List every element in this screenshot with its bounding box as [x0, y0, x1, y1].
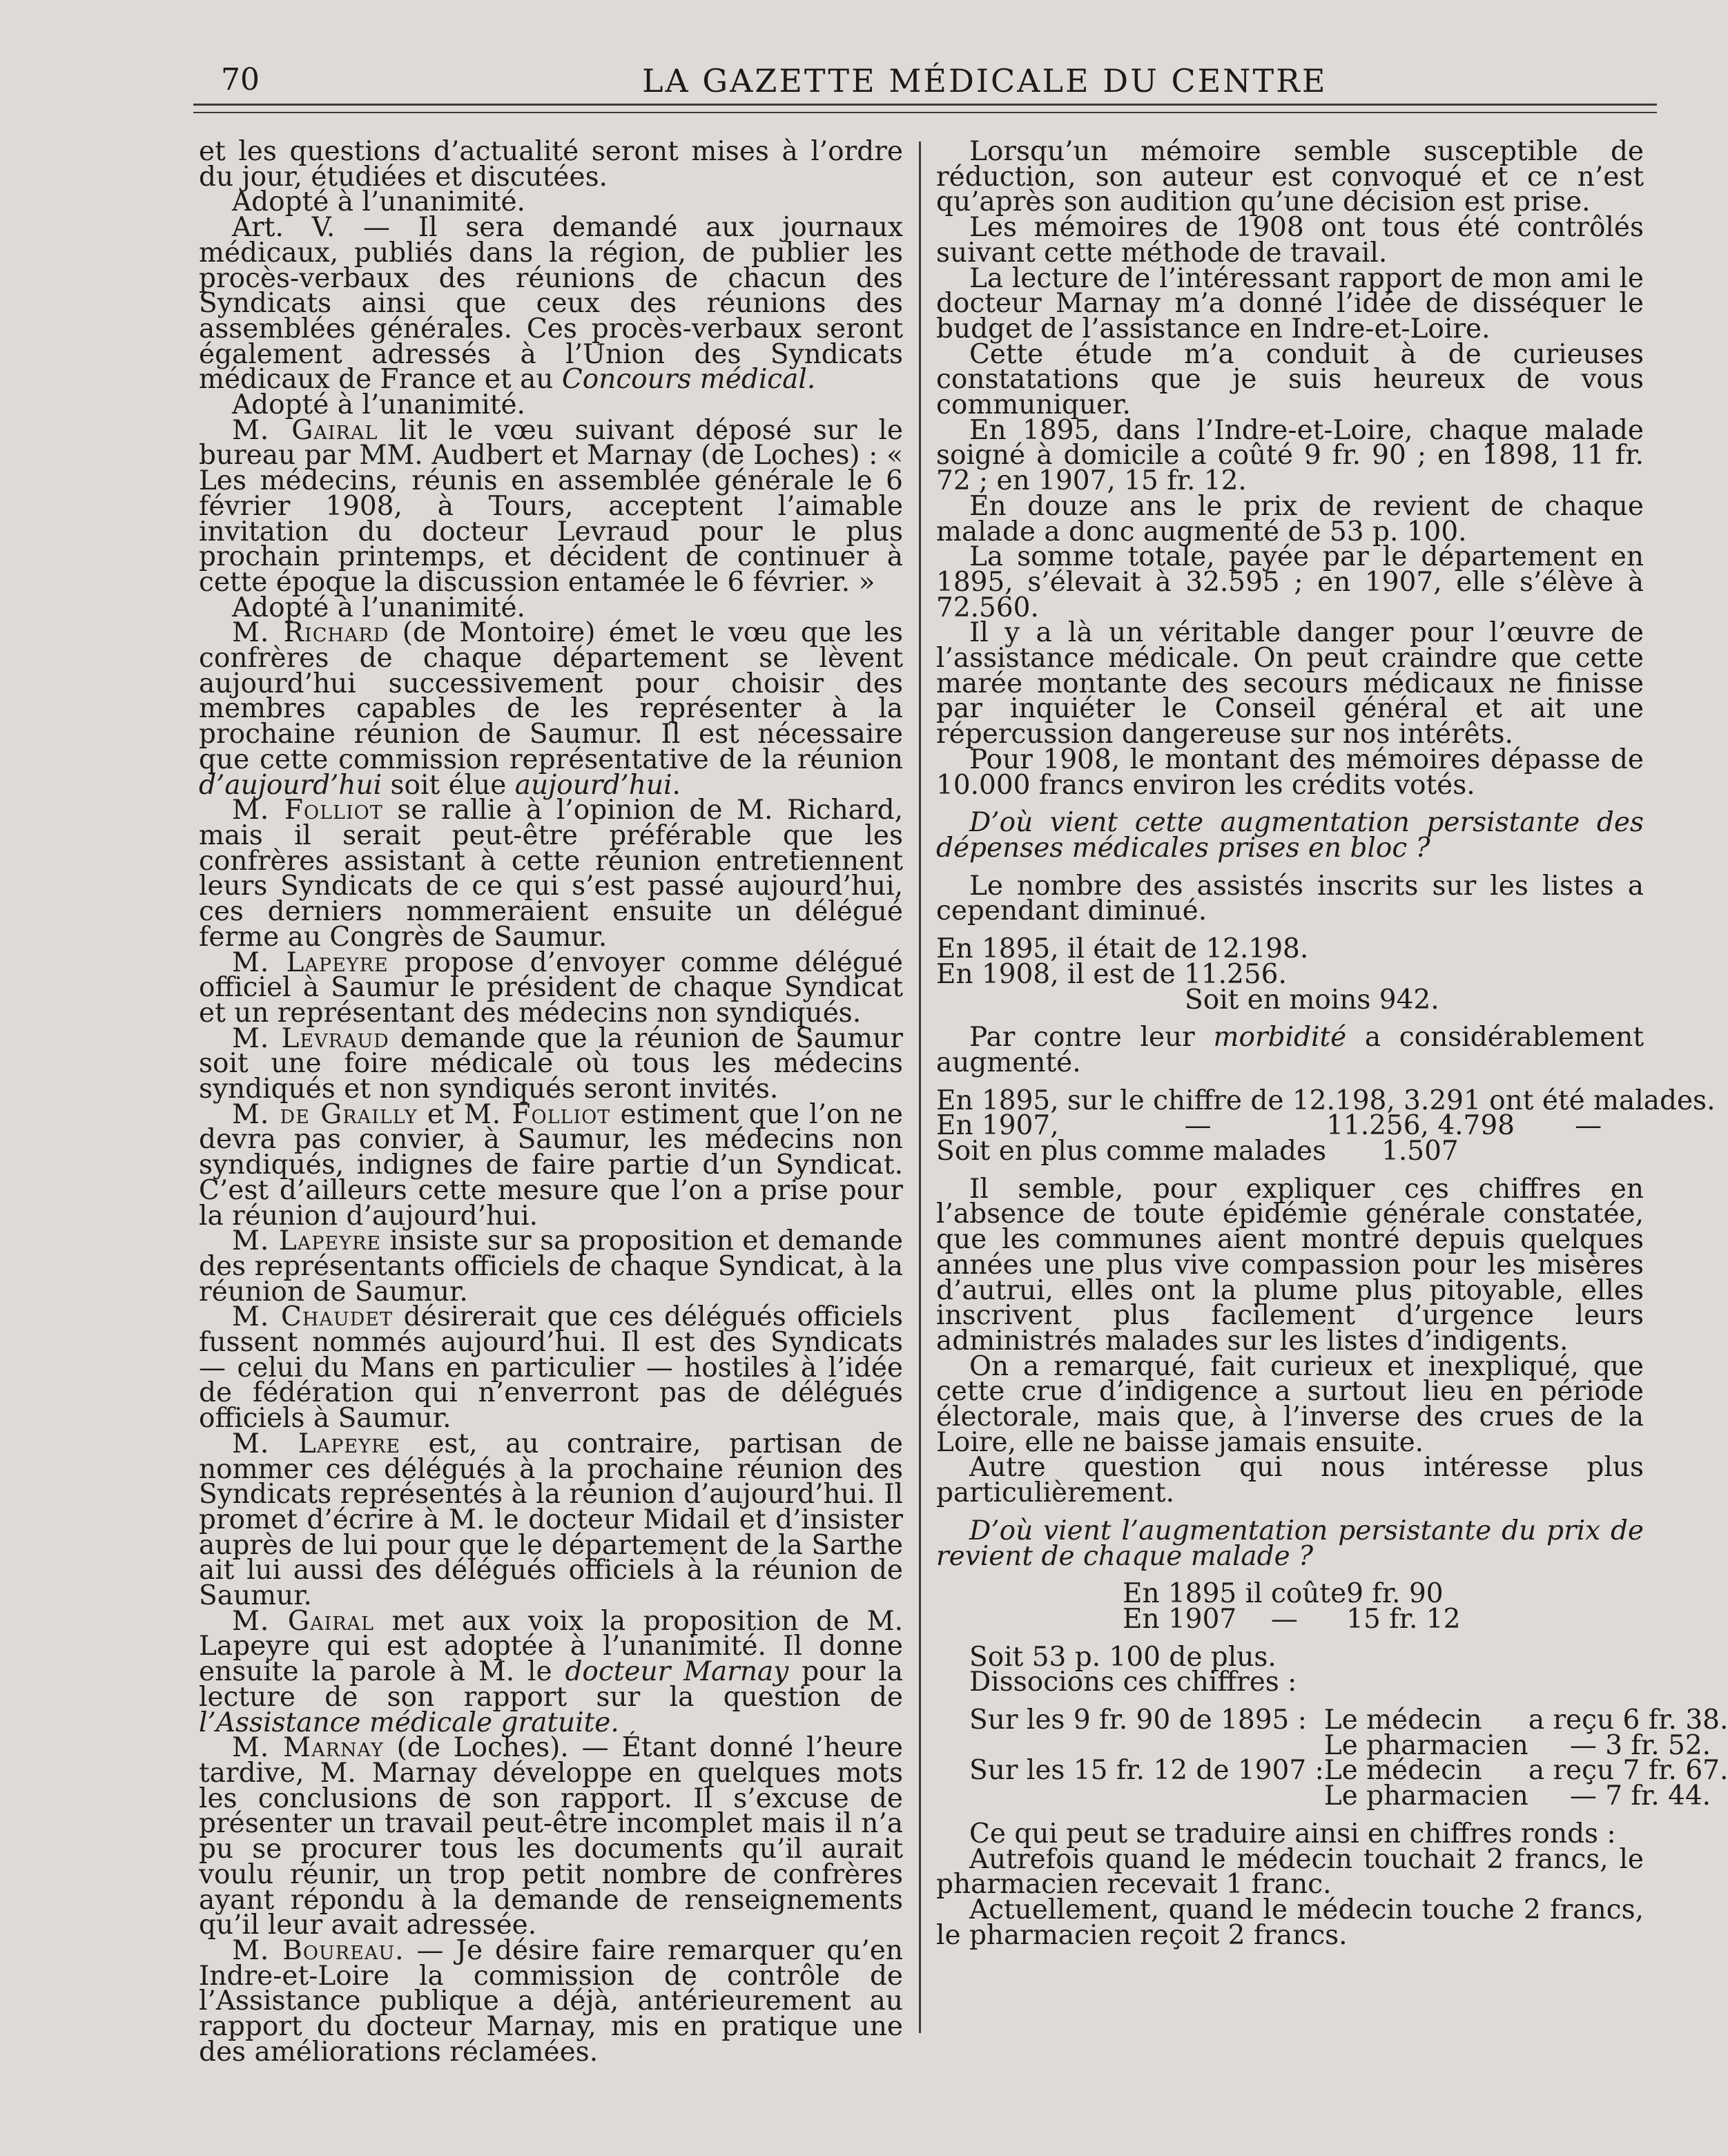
paragraph: En 1895, dans l’Indre-et-Loire, chaque malade soigné à domicile a coûté 9 fr. 90 ; en 1898, 11 fr. 72 ; en 1907, 15 fr. 12.	[936, 414, 1644, 497]
speaker-name: M. Richard	[232, 617, 389, 649]
paragraph: Le nombre des assistés inscrits sur les listes a cependant diminué.	[936, 870, 1644, 927]
text-run: a considérablement augmenté.	[936, 1022, 1644, 1078]
table-cell: Sur les 9 fr. 90 de 1895 :	[969, 1705, 1307, 1736]
paragraph	[199, 946, 903, 1029]
paragraph: Adopté à l’unanimité.	[232, 592, 525, 623]
cost-table	[1123, 1578, 1461, 1635]
text-run: demande que la réunion de Saumur soit une foire médicale où tous les médecins syndiqués et non syndiqués seront invités.	[199, 1022, 903, 1105]
text-run: (de Montoire) émet le vœu que les confrères de chaque département se lèvent aujourd’hui successivement pour choisir des membres capables de les représenter à la prochaine réunion de Saumur. Il est nécessaire que cette commission représentative de la réunion	[199, 617, 903, 775]
left-column	[199, 136, 904, 2068]
morbidity-table	[936, 1085, 1716, 1167]
text-run: propose d’envoyer comme délégué officiel à Saumur le président de chaque Syndicat et un représentant des médecins non syndiqués.	[199, 946, 903, 1029]
table-cell	[1123, 1603, 1346, 1635]
paragraph: La somme totale, payée par le département en 1895, s’élevait à 32.595 ; en 1907, elle s’élève à 72.560.	[936, 541, 1644, 623]
table-cell: 9 fr. 90	[1346, 1578, 1444, 1610]
paragraph	[199, 414, 903, 598]
paragraph: Adopté à l’unanimité.	[232, 186, 525, 218]
paragraph	[199, 1225, 903, 1308]
header-rule-thin	[193, 112, 1657, 113]
paragraph	[199, 1605, 903, 1738]
text-run: Par contre leur	[969, 1022, 1195, 1053]
paragraph	[199, 617, 903, 801]
paragraph: Les mémoires de 1908 ont tous été contrôlés suivant cette méthode de travail.	[936, 212, 1644, 269]
text-run: et	[427, 1098, 454, 1130]
speaker-name: M. Lapeyre	[232, 1428, 400, 1459]
paragraph	[199, 1732, 903, 1941]
table-cell: Soit en plus comme malades	[936, 1136, 1327, 1167]
paragraph: Adopté à l’unanimité.	[232, 389, 525, 421]
table-cell: — 7 fr. 44.	[1569, 1780, 1711, 1812]
paragraph: Autrefois quand le médecin touchait 2 francs, le pharmacien recevait 1 franc.	[936, 1843, 1644, 1901]
paragraph: Autre question qui nous intéresse plus particulièrement.	[936, 1452, 1644, 1509]
paragraph: Il semble, pour expliquer ces chiffres en l’absence de toute épidémie générale constatée, que les communes aient montré depuis quelques années une plus vive compassion pour les misères d’autrui, elles ont la plume plus pitoyable, elles inscrivent plus facilement d’urgence leurs administrés malades sur les listes d’indigents.	[936, 1173, 1644, 1357]
question-text: D’où vient l’augmentation persistante du prix de revient de chaque malade ?	[936, 1515, 1644, 1572]
text-run: Art. V. — Il sera demandé aux journaux médicaux, publiés dans la région, de publier les procès-verbaux des réunions de chacun des Syndicats ainsi que ceux des réunions des assemblées générales. Ces procès-verbaux seront également adressés à l’Union des Syndicats médicaux de France et au	[199, 212, 903, 396]
paragraph: Lorsqu’un mémoire semble susceptible de réduction, son auteur est convoqué et ce n’est qu’après son audition qu’une décision est prise.	[936, 136, 1644, 218]
speaker-name: M. Levraud	[232, 1022, 389, 1054]
text-run: — Je désire faire remarquer qu’en Indre-et-Loire la commission de contrôle de l’Assistance publique a déjà, antérieurement au rapport du docteur Marnay, mis en pratique une des améliorations réclamées.	[199, 1934, 904, 2068]
speaker-name: M. Lapeyre	[232, 946, 389, 978]
paragraph: La lecture de l’intéressant rapport de mon ami le docteur Marnay m’a donné l’idée de disséquer le budget de l’assistance en Indre-et-Loire.	[936, 262, 1644, 344]
page-number: 70	[221, 62, 260, 97]
question-heading	[936, 1515, 1644, 1572]
speaker-name: M. de Grailly	[232, 1098, 418, 1130]
emphasis: l’Assistance médicale gratuite.	[199, 1707, 619, 1738]
paragraph: et les questions d’actualité seront mises à l’ordre du jour, étudiées et discutées.	[199, 136, 903, 193]
table-cell: 15 fr. 12	[1346, 1603, 1461, 1635]
speaker-name: M. Boureau.	[232, 1934, 405, 1966]
text-run: .	[672, 769, 681, 801]
speaker-name: M. Gairal	[232, 1605, 374, 1637]
paragraph: Il y a là un véritable danger pour l’œuvre de l’assistance médicale. On peut craindre que cette marée montante des secours médicaux ne finisse par inquiéter le Conseil général et ait une répercussion dangereuse sur nos intérêts.	[936, 617, 1644, 750]
paragraph: Ce qui peut se traduire ainsi en chiffres ronds :	[969, 1818, 1616, 1849]
paragraph	[199, 1098, 903, 1232]
table-cell: Le médecin	[1323, 1705, 1482, 1736]
table-cell: Le médecin	[1323, 1755, 1482, 1787]
text-run: se rallie à l’opinion de M. Richard, mais il serait peut-être préférable que les confrères assistant à cette réunion entretiennent leurs Syndicats de ce qui s’est passé aujourd’hui, ces derniers nommeraient ensuite un délégué ferme au Congrès de Saumur.	[199, 795, 904, 953]
emphasis: aujourd’hui	[514, 769, 672, 801]
column-divider	[919, 142, 921, 2033]
header-rule	[193, 104, 1657, 106]
page-header	[221, 62, 1643, 104]
journal-title: LA GAZETTE MÉDICALE DU CENTRE	[642, 62, 1328, 99]
paragraph: Soit 53 p. 100 de plus.	[969, 1641, 1276, 1673]
text-run: insiste sur sa proposition et demande des représentants officiels de chaque Syndicat, à la réunion de Saumur.	[199, 1225, 903, 1308]
table-cell: —	[1575, 1110, 1602, 1142]
question-heading	[936, 807, 1644, 864]
paragraph: On a remarqué, fait curieux et inexpliqué, que cette crue d’indigence a surtout lieu en période électorale, mais que, à l’inverse des crues de la Loire, elle ne baisse jamais ensuite.	[936, 1350, 1644, 1458]
table-cell: En 1895 il coûte	[1123, 1578, 1347, 1610]
question-text: D’où vient cette augmentation persistante des dépenses médicales prises en bloc ?	[936, 807, 1644, 864]
table-cell: —	[1184, 1110, 1212, 1142]
paragraph: Actuellement, quand le médecin touche 2 francs, le pharmacien reçoit 2 francs.	[936, 1894, 1644, 1951]
paragraph	[199, 212, 903, 396]
text-run: met aux voix la proposition de M. Lapeyre qui est adoptée à l’unanimité. Il donne ensuite la parole à M. le	[199, 1605, 903, 1688]
paragraph: Dissocions ces chiffres :	[969, 1667, 1297, 1698]
text-run: —	[1270, 1603, 1298, 1635]
emphasis: morbidité	[1213, 1022, 1347, 1053]
table-cell: Sur les 15 fr. 12 de 1907 :	[969, 1755, 1324, 1787]
table-cell: Le pharmacien	[1323, 1780, 1528, 1812]
paragraph	[199, 795, 904, 953]
text-run: désirerait que ces délégués officiels fussent nommés aujourd’hui. Il est des Syndicats — celui du Mans en particulier — hostiles à l’idée de fédération qui n’enverront pas de délégués officiels à Saumur.	[199, 1301, 903, 1435]
speaker-name: M. Gairal	[232, 414, 378, 446]
paragraph: En douze ans le prix de revient de chaque malade a donc augmenté de 53 p. 100.	[936, 490, 1644, 547]
emphasis: docteur Marnay	[565, 1656, 789, 1688]
emphasis: d’aujourd’hui	[199, 769, 382, 801]
stat-line: En 1908, il est de 11.256.	[936, 958, 1287, 990]
text-run: est, au contraire, partisan de nommer ces délégués à la prochaine réunion des Syndicats représentés à la réunion d’aujourd’hui. Il promet d’écrire à M. le docteur Midail et d’insister auprès de lui pour que le département de la Sarthe ait lui aussi des délégués officiels à la réunion de Saumur.	[199, 1428, 903, 1612]
speaker-name: M. Lapeyre	[232, 1225, 381, 1257]
paragraph	[199, 1428, 903, 1612]
text-run: lit le vœu suivant déposé sur le bureau par MM. Audbert et Marnay (de Loches) : « Les médecins, réunis en assemblée générale le 6 février 1908, à Tours, acceptent l’aimable invitation du docteur Levraud pour le plus prochain printemps, et décident de continuer à cette époque la discussion entamée le 6 février. »	[199, 414, 903, 598]
paragraph	[199, 1301, 903, 1435]
speaker-name: M. Folliot	[232, 795, 383, 826]
stat-line: En 1895, il était de 12.198.	[936, 933, 1309, 965]
text-run: soit élue	[390, 769, 507, 801]
journal-name: Concours médical.	[561, 364, 816, 396]
paragraph	[936, 1022, 1644, 1078]
text-run: pour la lecture de son rapport sur la question de	[199, 1656, 903, 1713]
text-run: estiment que l’on ne devra pas convier, à Saumur, les médecins non syndiqués, indignes de faire partie d’un Syndicat. C’est d’ailleurs cette mesure que l’on a prise pour la réunion d’aujourd’hui.	[199, 1098, 903, 1232]
breakdown-table	[969, 1705, 1728, 1812]
right-column	[936, 136, 1728, 1951]
table-cell: 1.507	[1381, 1136, 1459, 1167]
paragraph: Cette étude m’a conduit à de curieuses constatations que je suis heureux de vous communiquer.	[936, 338, 1644, 421]
speaker-name: M. Chaudet	[232, 1301, 393, 1333]
table-cell: Le pharmacien	[1323, 1729, 1528, 1761]
stat-line: Soit en moins 942.	[1185, 984, 1439, 1016]
table-cell: a reçu 6 fr. 38.	[1528, 1705, 1728, 1736]
paragraph	[199, 1022, 903, 1105]
table-cell: En 1895, sur le chiffre de 12.198, 3.291 ont été malades.	[936, 1085, 1716, 1116]
paragraph: Pour 1908, le montant des mémoires dépasse de 10.000 francs environ les crédits votés.	[936, 744, 1644, 801]
paragraph	[199, 1934, 904, 2068]
table-cell: — 3 fr. 52.	[1569, 1729, 1711, 1761]
speaker-name: M. Marnay	[232, 1732, 384, 1764]
table-cell: 11.256, 4.798	[1326, 1110, 1515, 1142]
table-cell: En 1907,	[936, 1110, 1059, 1142]
text-run: (de Loches). — Étant donné l’heure tardive, M. Marnay développe en quelques mots les conclusions de son rapport. Il s’excuse de présenter un travail peut-être incomplet mais il n’a pu se procurer tous les documents qu’il aurait voulu réunir, un trop petit nombre de confrères ayant répondu à la demande de renseignements qu’il leur avait adressée.	[199, 1732, 903, 1941]
table-cell: a reçu 7 fr. 67.	[1528, 1755, 1728, 1787]
text-run: En 1907	[1123, 1603, 1237, 1635]
speaker-name: M. Folliot	[463, 1098, 611, 1130]
